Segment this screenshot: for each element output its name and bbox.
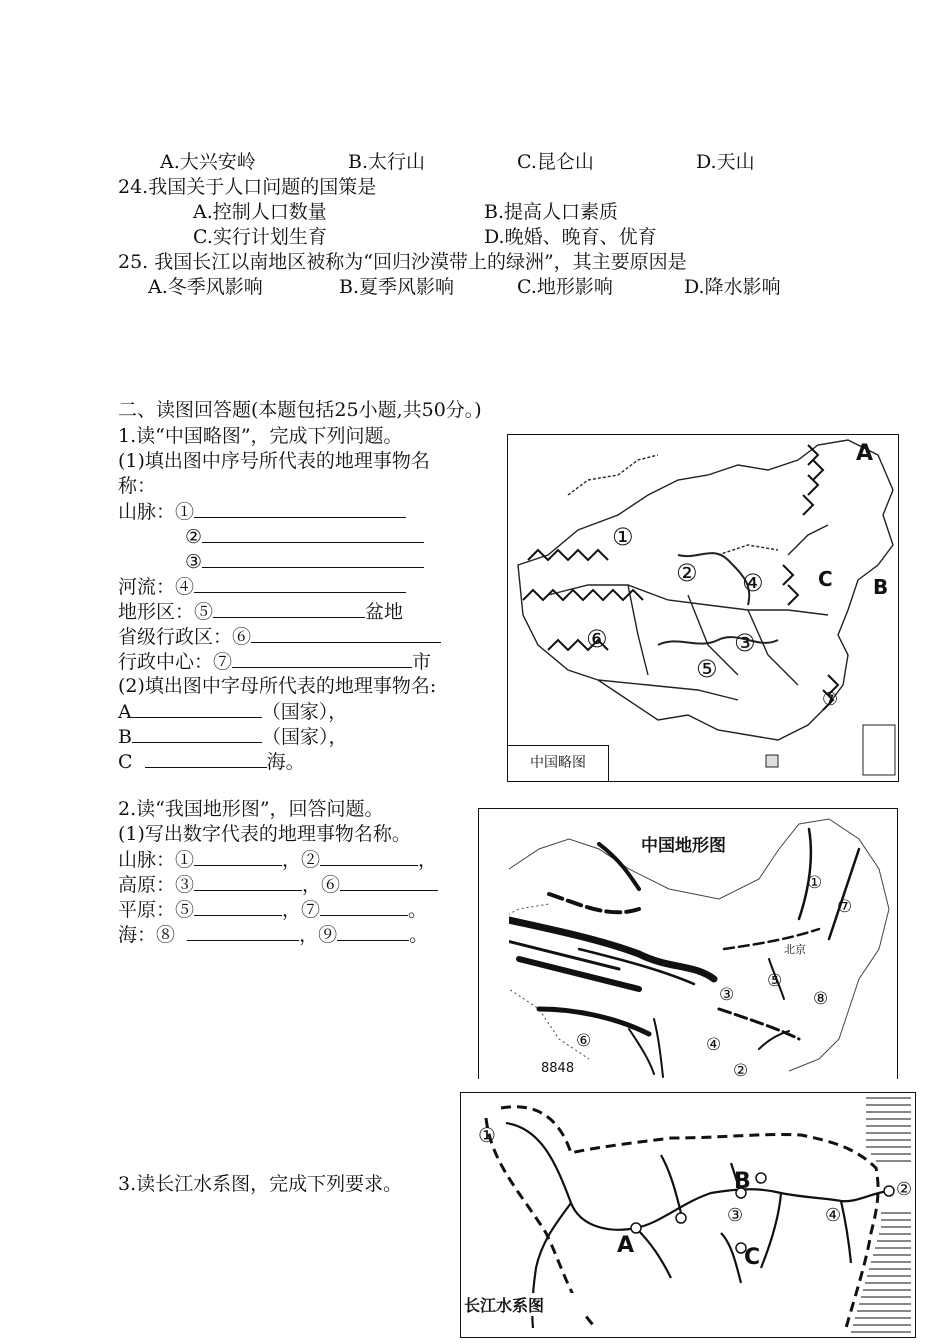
section-title: 二、读图回答题(本题包括25小题,共50分。) xyxy=(118,399,482,421)
answer-blank[interactable] xyxy=(213,599,365,618)
answer-blank[interactable] xyxy=(194,499,406,518)
q24-stem: 24.我国关于人口问题的国策是 xyxy=(118,176,377,198)
answer-blank[interactable] xyxy=(132,724,262,743)
answer-blank[interactable] xyxy=(145,749,267,768)
river-label-1: ① xyxy=(478,1123,496,1147)
answer-blank[interactable] xyxy=(194,897,282,916)
terrain-label-3: ③ xyxy=(719,985,735,1005)
q25-option-b: B.夏季风影响 xyxy=(339,276,455,298)
answer-blank[interactable] xyxy=(340,872,438,891)
q2-seas: 海：⑧ ，⑨ 。 xyxy=(118,924,429,946)
q23-option-a: A.大兴安岭 xyxy=(160,151,256,173)
q1-part2: (2)填出图中字母所代表的地理事物名: xyxy=(118,675,437,697)
map-label-4: ④ xyxy=(742,569,764,597)
answer-blank[interactable] xyxy=(320,897,408,916)
china-sketch-map xyxy=(507,434,899,782)
terrain-label-1: ① xyxy=(807,873,823,893)
map-label-2: ② xyxy=(676,559,698,587)
map-label-c: C xyxy=(818,567,833,591)
q1-mountain-1: 山脉：① xyxy=(118,499,406,524)
q2-part1: (1)写出数字代表的地理事物名称。 xyxy=(118,823,411,845)
q2-plains: 平原：⑤ ，⑦ 。 xyxy=(118,899,428,921)
answer-blank[interactable] xyxy=(232,649,412,668)
q1-province: 省级行政区：⑥ xyxy=(118,624,441,649)
q1-part1-line2: 称： xyxy=(118,475,157,497)
yangtze-river-map xyxy=(460,1092,916,1338)
map-label-6: ⑥ xyxy=(586,625,608,653)
map-caption: 中国略图 xyxy=(508,745,609,781)
q2-mountains: 山脉：① ，② ， xyxy=(118,849,438,871)
river-map-title: 长江水系图 xyxy=(464,1293,584,1316)
q24-option-d: D.晚婚、晚育、优育 xyxy=(484,226,657,248)
terrain-label-5: ⑤ xyxy=(767,971,783,991)
q2-plateaus: 高原：③ ，⑥ xyxy=(118,872,438,897)
q1-letter-a: A （国家）， xyxy=(118,701,348,723)
river-label-2: ② xyxy=(896,1179,913,1200)
map-label-7: ⑦ xyxy=(822,689,839,710)
q25-option-d: D.降水影响 xyxy=(684,276,781,298)
map-label-1: ① xyxy=(612,523,634,551)
q1-mountain-2: ② xyxy=(185,524,424,549)
answer-blank[interactable] xyxy=(194,574,406,593)
river-label-c: C xyxy=(744,1245,761,1270)
q1-letter-b: B （国家）， xyxy=(118,726,348,748)
answer-blank[interactable] xyxy=(194,847,282,866)
map-label-a: A xyxy=(856,441,874,466)
map-label-3: ③ xyxy=(734,629,756,657)
terrain-label-2: ② xyxy=(733,1061,749,1079)
river-label-b: B xyxy=(734,1169,751,1194)
map-label-5: ⑤ xyxy=(696,655,718,683)
answer-blank[interactable] xyxy=(187,922,299,941)
q1-river: 河流：④ xyxy=(118,574,406,599)
q23-option-c: C.昆仑山 xyxy=(517,151,594,173)
answer-blank[interactable] xyxy=(202,524,424,543)
q3-stem: 3.读长江水系图，完成下列要求。 xyxy=(118,1173,403,1195)
china-terrain-map xyxy=(478,808,898,1079)
terrain-map-title: 中国地形图 xyxy=(641,836,726,856)
answer-blank[interactable] xyxy=(337,922,409,941)
river-label-a: A xyxy=(617,1233,635,1258)
everest-height-label: 8848 xyxy=(541,1061,575,1076)
q1-part1-line1: (1)填出图中序号所代表的地理事物名 xyxy=(118,450,430,472)
q25-option-c: C.地形影响 xyxy=(517,276,613,298)
answer-blank[interactable] xyxy=(251,624,441,643)
q1-letter-c: C 海。 xyxy=(118,751,305,773)
answer-blank[interactable] xyxy=(202,549,424,568)
q23-option-d: D.天山 xyxy=(696,151,755,173)
terrain-label-4: ④ xyxy=(706,1035,722,1055)
q2-stem: 2.读“我国地形图”，回答问题。 xyxy=(118,798,384,820)
beijing-label: 北京 xyxy=(784,943,806,956)
river-label-3: ③ xyxy=(727,1205,744,1226)
q1-stem: 1.读“中国略图”，完成下列问题。 xyxy=(118,425,403,447)
q1-center: 行政中心：⑦ 市 xyxy=(118,651,432,673)
q25-option-a: A.冬季风影响 xyxy=(148,276,263,298)
terrain-label-6: ⑥ xyxy=(576,1031,592,1051)
answer-blank[interactable] xyxy=(320,847,418,866)
terrain-label-8: ⑧ xyxy=(813,989,829,1009)
answer-blank[interactable] xyxy=(132,699,262,718)
q24-option-b: B.提高人口素质 xyxy=(484,201,619,223)
terrain-label-7: ⑦ xyxy=(837,897,853,917)
river-label-4: ④ xyxy=(825,1205,842,1226)
q1-mountain-3: ③ xyxy=(185,549,424,574)
q24-option-a: A.控制人口数量 xyxy=(193,201,327,223)
q24-option-c: C.实行计划生育 xyxy=(193,226,327,248)
q1-terrain: 地形区：⑤ 盆地 xyxy=(118,601,404,623)
q23-option-b: B.太行山 xyxy=(348,151,426,173)
china-sketch-map-drawing xyxy=(508,435,898,781)
q25-stem: 25. 我国长江以南地区被称为“回归沙漠带上的绿洲”，其主要原因是 xyxy=(118,251,687,273)
map-label-b: B xyxy=(873,575,889,599)
answer-blank[interactable] xyxy=(194,872,302,891)
